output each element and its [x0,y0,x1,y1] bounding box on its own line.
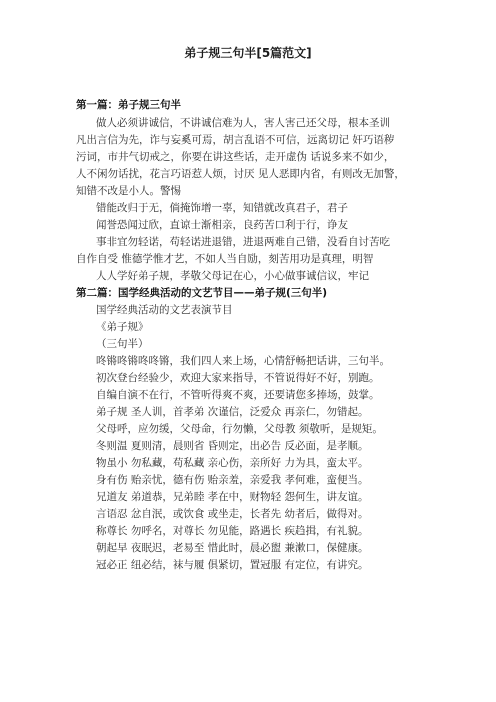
paragraph-line: 知错不改是小人。警惕 [76,185,181,197]
paragraph-line: 身有伤 贻亲忧，德有伤 贻亲羞，亲爱我 孝何难，蛮便当。 [96,474,369,486]
paragraph-line: 冠必正 纽必结，袜与履 俱紧切，置冠服 有定位，有讲究。 [96,559,369,571]
section-heading: 第一篇：弟子规三句半 [76,99,181,111]
paragraph-line: 事非宜勿轻诺，苟轻诺进退错，进退两难自己错，没看自讨苦吃 [96,236,390,248]
paragraph-line: 兄道友 弟道恭，兄弟睦 孝在中，财物轻 怨何生，讲友谊。 [96,491,369,503]
paragraph-line: 父母呼，应勿缓，父母命，行勿懒，父母教 须敬听，是规矩。 [96,423,383,435]
paragraph-line: 做人必须讲诚信，不讲诚信难为人，害人害己还父母，根本圣训 [96,117,390,129]
paragraph-line: 自编自演不在行，不管听得爽不爽，还要请您多捧场，鼓掌。 [96,389,380,401]
paragraph-line: 初次登台经验少，欢迎大家来指导，不管说得好不好，别跑。 [96,372,380,384]
paragraph-line: 朝起早 夜眠迟，老易至 惜此时，晨必盥 兼漱口，保健康。 [96,542,369,554]
paragraph-line: 人人学好弟子规，孝敬父母记在心，小心做事诚信议，牢记 [96,270,369,282]
paragraph-line: 物虽小 勿私藏，苟私藏 亲心伤，亲所好 力为具，蛮太平。 [96,457,369,469]
paragraph-line: 闻誉恐闻过欣，直谅士渐相亲，良药苦口利于行，诤友 [96,219,348,231]
paragraph-line: 国学经典活动的文艺表演节目 [96,304,233,316]
paragraph-line: 人不闲勿话扰，花言巧语惹人烦，讨厌 见人恶即内省，有则改无加警， [76,168,405,180]
document-title: 弟子规三句半[5篇范文] [184,46,312,60]
paragraph-line: 言语忍 忿自泯，或饮食 或坐走，长者先 幼者后，做得对。 [96,508,369,520]
paragraph-line: 称尊长 勿呼名，对尊长 勿见能，路遇长 疾趋揖，有礼貌。 [96,525,369,537]
paragraph-line: 自作自受 惟德学惟才艺，不如人当自励，刻苦用功是真理，明智 [76,253,374,265]
section-heading: 第二篇：国学经典活动的文艺节目——弟子规(三句半) [76,287,328,299]
paragraph-line: 《弟子规》 [96,321,149,333]
paragraph-line: 弟子规 圣人训，首孝弟 次谨信，泛爱众 再亲仁，勿错起。 [96,406,369,418]
paragraph-line: 咚锵咚锵咚咚锵，我们四人来上场，心情舒畅把话讲，三句半。 [96,355,390,367]
paragraph-line: 错能改归于无，倘掩饰增一辜，知错就改真君子，君子 [96,202,348,214]
paragraph-line: （三句半） [96,338,149,350]
paragraph-line: 凡出言信为先，诈与妄奚可焉，胡言乱语不可信，远离切记 奸巧语秽 [76,134,395,146]
paragraph-line: 污词，市井气切戒之，你要在讲这些话，走开虚伪 话说多来不如少， [76,151,395,163]
paragraph-line: 冬则温 夏则清，晨则省 昏则定，出必告 反必面，是孝顺。 [96,440,369,452]
